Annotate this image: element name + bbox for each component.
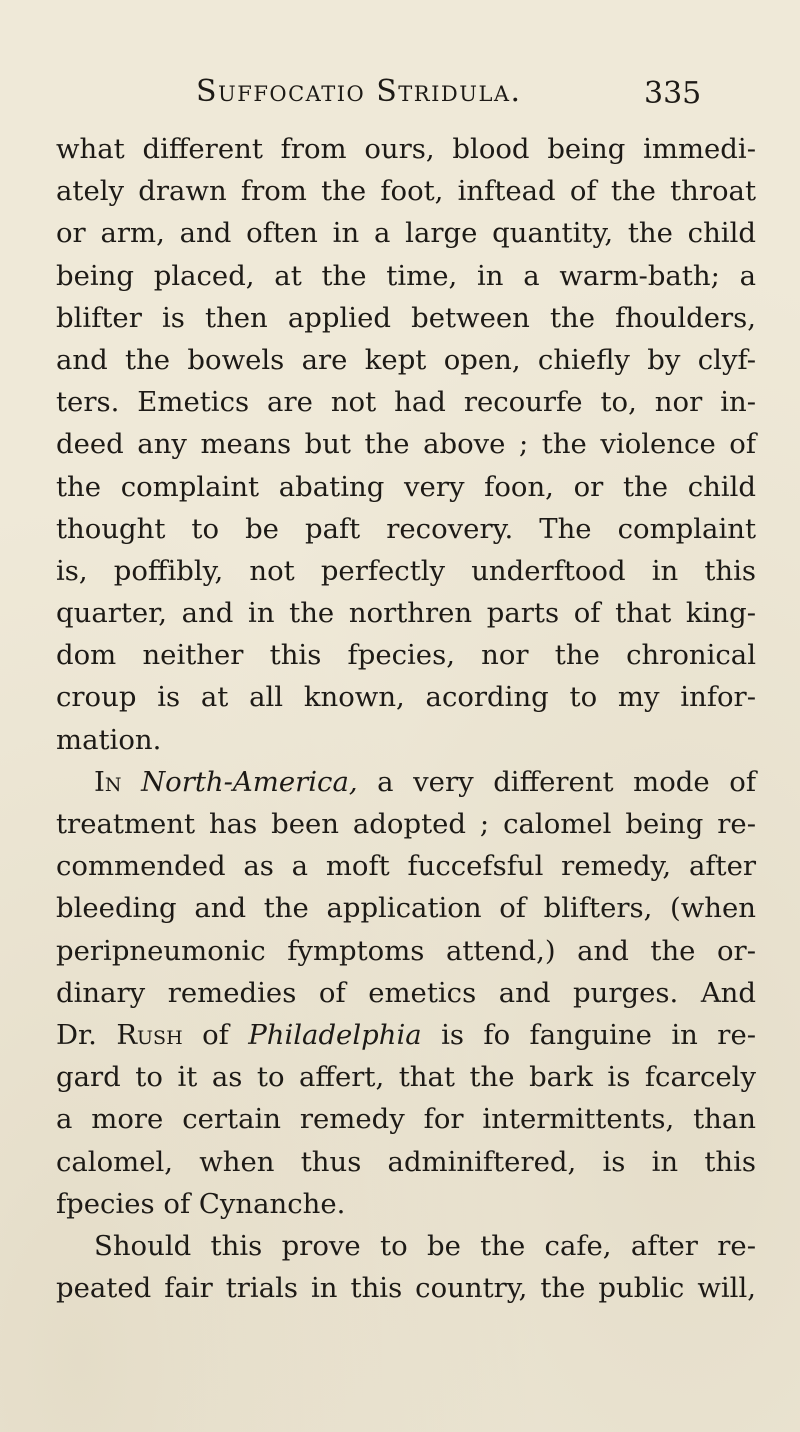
text-run: of bbox=[182, 1018, 249, 1051]
text-line: mation. bbox=[56, 723, 162, 756]
text-line: treatment has been adopted ; calomel being re- bbox=[56, 808, 756, 840]
text-line: calomel, when thus adminiftered, is in this bbox=[56, 1145, 756, 1178]
text-run: Dr. bbox=[56, 1018, 117, 1051]
text-line: gard to it as to affert, that the bark is fcarcely bbox=[56, 1061, 756, 1094]
text-line: quarter, and in the northren parts of that king- bbox=[56, 597, 756, 630]
person-name: Rush bbox=[116, 1018, 183, 1051]
text-line: bleeding and the application of blifters, (when bbox=[56, 892, 756, 925]
text-line: dinary remedies of emetics and purges. And bbox=[56, 976, 756, 1009]
text-line: fpecies of Cynanche. bbox=[56, 1187, 346, 1220]
text-line: and the bowels are kept open, chiefly by clyf- bbox=[56, 343, 756, 376]
place-name: North-America, bbox=[141, 765, 358, 798]
text-run: a very different mode of bbox=[357, 765, 756, 798]
text-line: peated fair trials in this country, the public will, bbox=[56, 1272, 756, 1305]
text-run: is fo fanguine in re- bbox=[421, 1018, 757, 1051]
paragraph-start-line bbox=[56, 761, 756, 803]
initial-word: In bbox=[94, 765, 122, 798]
text-line: or arm, and often in a large quantity, the child bbox=[56, 217, 756, 250]
text-line: deed any means but the above ; the violence of bbox=[56, 428, 756, 461]
text-line: is, poffibly, not perfectly underftood in this bbox=[56, 554, 756, 587]
running-head bbox=[0, 74, 800, 118]
text-line: being placed, at the time, in a warm-bath; a bbox=[56, 259, 756, 292]
text-line: croup is at all known, acording to my infor- bbox=[56, 681, 756, 714]
page-number: 335 bbox=[644, 76, 702, 111]
text-line: ately drawn from the foot, inftead of the throat bbox=[56, 175, 756, 208]
text-line bbox=[56, 1014, 756, 1056]
city-name: Philadelphia bbox=[248, 1018, 422, 1051]
text-line: what different from ours, blood being immedi- bbox=[56, 133, 756, 165]
text-line: peripneumonic fymptoms attend,) and the or- bbox=[56, 934, 756, 967]
running-title: Suffocatio Stridula. bbox=[196, 74, 522, 109]
text-line: commended as a moft fuccefsful remedy, after bbox=[56, 850, 756, 883]
body-text bbox=[56, 128, 756, 1309]
text-line: ters. Emetics are not had recourfe to, nor in- bbox=[56, 386, 756, 419]
text-line: thought to be paft recovery. The complaint bbox=[56, 512, 756, 545]
paragraph-start-line: Should this prove to be the cafe, after re- bbox=[94, 1229, 756, 1262]
text-line: dom neither this fpecies, nor the chronical bbox=[56, 639, 756, 672]
text-line: blifter is then applied between the fhoulders, bbox=[56, 301, 756, 334]
text-line: the complaint abating very foon, or the child bbox=[56, 470, 756, 503]
text-line: a more certain remedy for intermittents, than bbox=[56, 1103, 756, 1136]
